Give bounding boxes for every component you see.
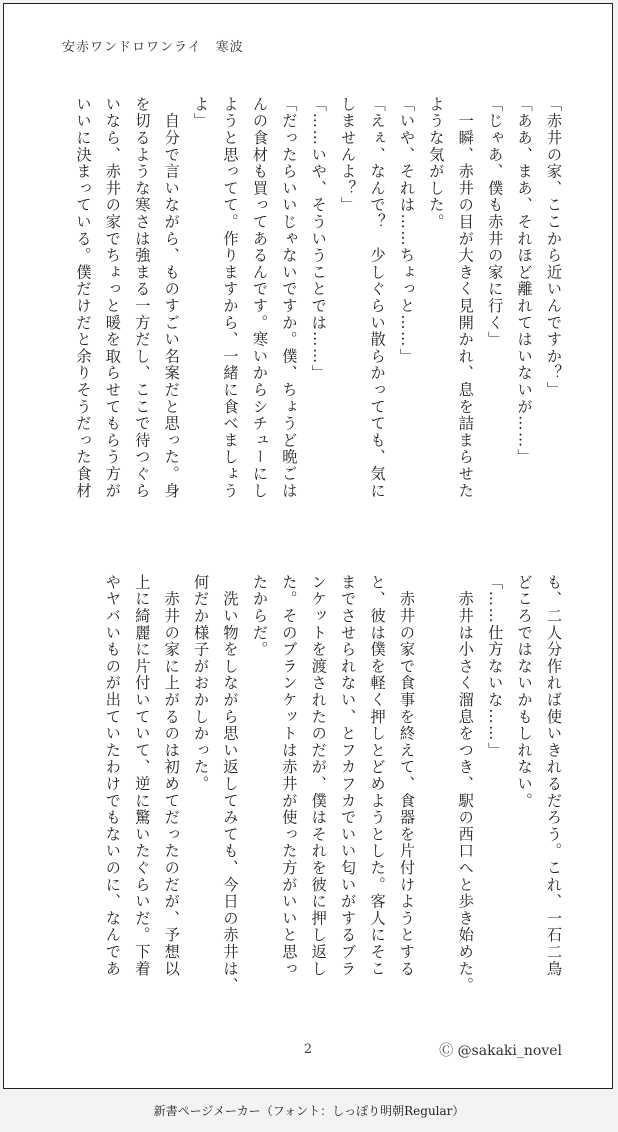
text-line: た。そのブランケットは赤井が使った方がいいと思っ bbox=[280, 574, 299, 978]
text-line: 「いや、それは……ちょっと……」 bbox=[397, 96, 416, 365]
text-line: 一瞬、赤井の目が大きく見開かれ、息を詰まらせた bbox=[456, 96, 475, 500]
header-title: 安赤ワンドロワンライ bbox=[62, 40, 202, 55]
text-line: 上に綺麗に片付いていて、逆に驚いたぐらいだ。下着 bbox=[133, 574, 152, 978]
header-subtitle: 寒波 bbox=[215, 40, 244, 55]
text-line: 何だか様子がおかしかった。 bbox=[192, 574, 211, 793]
text-line: いなら、赤井の家でちょっと暖を取らせてもらう方が bbox=[103, 96, 122, 500]
text-line: やヤバいものが出ていたわけでもないのに、なんであ bbox=[103, 574, 122, 978]
upper-text-block bbox=[68, 96, 568, 536]
text-line: までさせられない、とフカフカでいい匂いがするブラ bbox=[339, 574, 358, 978]
text-line: たからだ。 bbox=[250, 574, 269, 658]
text-line: 「……いや、そういうことでは……」 bbox=[309, 96, 328, 382]
text-line: んの食材も買ってあるんです。寒いからシチューにし bbox=[250, 96, 269, 500]
lower-text-block bbox=[98, 574, 569, 1014]
text-line: ような気がした。 bbox=[427, 96, 446, 231]
text-line: 赤井の家で食事を終えて、食器を片付けようとする bbox=[397, 574, 416, 978]
text-line: よ」 bbox=[192, 96, 211, 130]
text-line: 「ああ、まあ、それほど離れてはいないが……」 bbox=[515, 96, 534, 466]
text-line: 「……仕方ないな……」 bbox=[486, 574, 505, 759]
text-line: 「えぇ、なんで？ 少しぐらい散らかってても、気に bbox=[368, 96, 387, 500]
text-line: 「赤井の家、ここから近いんですか？」 bbox=[545, 96, 563, 399]
text-line bbox=[421, 574, 450, 1014]
text-line: いいに決まっている。僕だけだと余りそうだった食材 bbox=[74, 96, 93, 500]
text-line: 赤井の家に上がるのは初めてだったのだが、予想以 bbox=[162, 574, 181, 978]
page-number: 2 bbox=[303, 1042, 313, 1057]
book-page bbox=[3, 3, 613, 1089]
text-line: 「だったらいいじゃないですか。僕、ちょうど晩ごは bbox=[280, 96, 299, 500]
text-line: ようと思ってて。作りますから、一緒に食べましょう bbox=[221, 96, 240, 500]
text-line: 洗い物をしながら思い返してみても、今日の赤井は、 bbox=[221, 574, 240, 994]
text-line: 赤井は小さく溜息をつき、駅の西口へと歩き始めた。 bbox=[456, 574, 475, 994]
text-line: を切るような寒さは強まる一方だし、ここで待つぐら bbox=[133, 96, 152, 500]
text-line: しませんよ？」 bbox=[339, 96, 358, 214]
text-line: 自分で言いながら、ものすごい名案だと思った。身 bbox=[162, 96, 181, 500]
copyright-credit: Ⓒ @sakaki_novel bbox=[439, 1043, 562, 1059]
text-line: 「じゃあ、僕も赤井の家に行く」 bbox=[486, 96, 505, 348]
text-line: どころではないかもしれない。 bbox=[515, 574, 534, 810]
generator-caption: 新書ページメーカー（フォント：しっぽり明朝Regular） bbox=[153, 1104, 465, 1118]
text-line: と、彼は僕を軽く押しとどめようとした。客人にそこ bbox=[368, 574, 387, 978]
text-line: も、二人分作れば使いきれるだろう。これ、一石二鳥 bbox=[545, 574, 563, 978]
running-header bbox=[62, 36, 244, 55]
text-line: ンケットを渡されたのだが、僕はそれを彼に押し返し bbox=[309, 574, 328, 978]
